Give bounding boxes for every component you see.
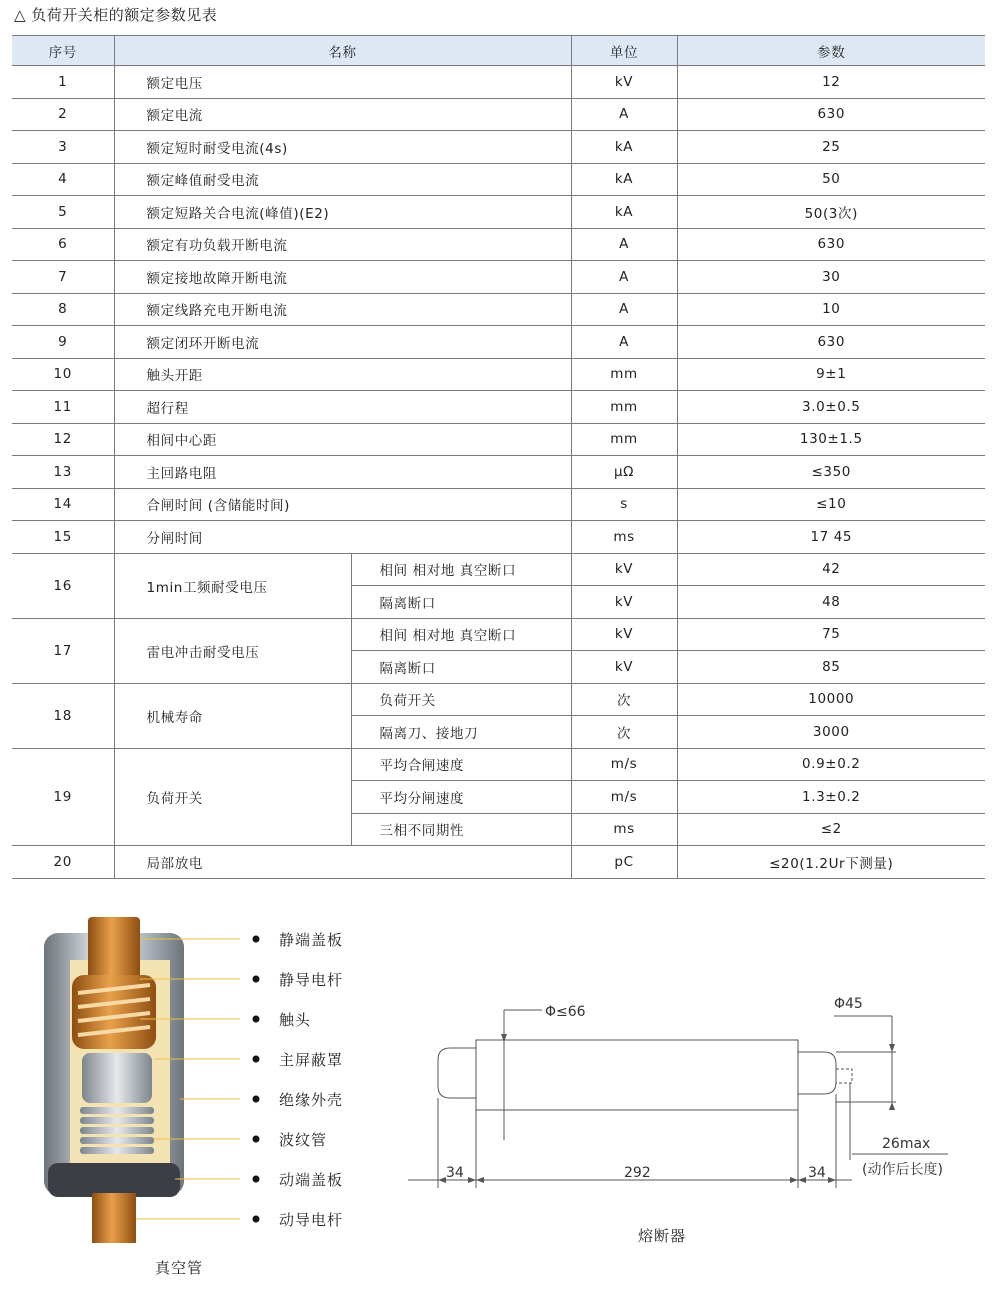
dim-body-diameter: Φ≤66 [545, 1004, 586, 1020]
row-subname: 隔离断口 [351, 651, 571, 684]
row-unit: kA [571, 196, 677, 229]
header-no: 序号 [12, 36, 114, 66]
row-name: 局部放电 [114, 846, 571, 879]
row-value: 30 [677, 261, 985, 294]
table-row [12, 488, 985, 521]
table-header-row [12, 36, 985, 66]
row-no: 17 [12, 618, 114, 683]
row-value: 1.3±0.2 [677, 781, 985, 814]
header-name: 名称 [114, 36, 571, 66]
row-name: 分闸时间 [114, 521, 571, 554]
part-label: 波纹管 [279, 1131, 328, 1149]
row-name: 额定电压 [114, 66, 571, 99]
row-value: 9±1 [677, 358, 985, 391]
row-value: ≤2 [677, 813, 985, 846]
table-row [12, 456, 985, 489]
table-row [12, 261, 985, 294]
row-value: 3000 [677, 716, 985, 749]
dim-cap-diameter: Φ45 [834, 996, 863, 1012]
row-unit: kV [571, 586, 677, 619]
table-row [12, 521, 985, 554]
row-value: 48 [677, 586, 985, 619]
table-row [12, 228, 985, 261]
fuse-caption: 熔断器 [638, 1227, 687, 1245]
row-subname: 隔离刀、接地刀 [351, 716, 571, 749]
row-value: ≤350 [677, 456, 985, 489]
row-no: 14 [12, 488, 114, 521]
part-label: 主屏蔽罩 [279, 1051, 344, 1069]
row-unit: mm [571, 391, 677, 424]
row-no: 5 [12, 196, 114, 229]
row-no: 4 [12, 163, 114, 196]
row-unit: kA [571, 131, 677, 164]
row-value: ≤20(1.2Ur下测量) [677, 846, 985, 879]
row-no: 20 [12, 846, 114, 879]
vacuum-tube-illustration [30, 915, 260, 1245]
row-value: 12 [677, 66, 985, 99]
row-unit: mm [571, 358, 677, 391]
table-row [12, 326, 985, 359]
row-name: 机械寿命 [114, 683, 351, 748]
row-name: 合闸时间 (含储能时间) [114, 488, 571, 521]
table-row [12, 66, 985, 99]
row-no: 6 [12, 228, 114, 261]
row-value: 42 [677, 553, 985, 586]
part-label: 动端盖板 [279, 1171, 344, 1189]
row-no: 7 [12, 261, 114, 294]
row-name: 额定短时耐受电流(4s) [114, 131, 571, 164]
row-subname: 负荷开关 [351, 683, 571, 716]
row-no: 13 [12, 456, 114, 489]
row-unit: kV [571, 618, 677, 651]
row-value: 50(3次) [677, 196, 985, 229]
table-caption: △ 负荷开关柜的额定参数见表 [14, 6, 218, 24]
row-no: 12 [12, 423, 114, 456]
row-name: 额定有功负载开断电流 [114, 228, 571, 261]
row-name: 额定电流 [114, 98, 571, 131]
row-no: 2 [12, 98, 114, 131]
dim-right-cap: 34 [808, 1165, 826, 1181]
row-unit: kV [571, 651, 677, 684]
row-no: 1 [12, 66, 114, 99]
row-unit: kA [571, 163, 677, 196]
row-no: 16 [12, 553, 114, 618]
row-subname: 平均合闸速度 [351, 748, 571, 781]
row-no: 18 [12, 683, 114, 748]
table-row [12, 553, 985, 586]
row-value: 85 [677, 651, 985, 684]
table-row [12, 391, 985, 424]
row-unit: kV [571, 66, 677, 99]
table-row [12, 98, 985, 131]
table-row [12, 293, 985, 326]
row-no: 11 [12, 391, 114, 424]
part-label: 绝缘外壳 [279, 1091, 344, 1109]
row-value: 3.0±0.5 [677, 391, 985, 424]
row-no: 9 [12, 326, 114, 359]
row-unit: mm [571, 423, 677, 456]
row-unit: A [571, 326, 677, 359]
row-subname: 相间 相对地 真空断口 [351, 553, 571, 586]
part-label: 触头 [279, 1011, 312, 1029]
row-value: 25 [677, 131, 985, 164]
row-unit: ms [571, 521, 677, 554]
row-value: 50 [677, 163, 985, 196]
row-unit: pC [571, 846, 677, 879]
row-value: 630 [677, 98, 985, 131]
part-label: 静导电杆 [279, 971, 344, 989]
row-unit: μΩ [571, 456, 677, 489]
table-row [12, 423, 985, 456]
row-unit: m/s [571, 781, 677, 814]
row-subname: 三相不同期性 [351, 813, 571, 846]
dim-stroke: 26max [882, 1136, 931, 1152]
row-unit: 次 [571, 683, 677, 716]
row-name: 额定线路充电开断电流 [114, 293, 571, 326]
header-value: 参数 [677, 36, 985, 66]
row-value: 0.9±0.2 [677, 748, 985, 781]
vacuum-tube-caption: 真空管 [155, 1259, 204, 1277]
row-unit: A [571, 293, 677, 326]
row-name: 额定短路关合电流(峰值)(E2) [114, 196, 571, 229]
table-row [12, 846, 985, 879]
row-value: 17 45 [677, 521, 985, 554]
dim-left-cap: 34 [446, 1165, 464, 1181]
table-row [12, 683, 985, 716]
row-subname: 隔离断口 [351, 586, 571, 619]
row-name: 1min工频耐受电压 [114, 553, 351, 618]
row-name: 额定闭环开断电流 [114, 326, 571, 359]
row-no: 8 [12, 293, 114, 326]
row-unit: m/s [571, 748, 677, 781]
row-value: 630 [677, 326, 985, 359]
table-row [12, 163, 985, 196]
part-label: 静端盖板 [279, 931, 344, 949]
row-unit: kV [571, 553, 677, 586]
row-subname: 相间 相对地 真空断口 [351, 618, 571, 651]
row-no: 3 [12, 131, 114, 164]
header-unit: 单位 [571, 36, 677, 66]
row-name: 负荷开关 [114, 748, 351, 846]
dim-body-length: 292 [624, 1165, 651, 1181]
row-no: 10 [12, 358, 114, 391]
dim-stroke-note: (动作后长度) [862, 1162, 943, 1178]
table-row [12, 358, 985, 391]
row-value: 75 [677, 618, 985, 651]
row-value: 10 [677, 293, 985, 326]
row-value: ≤10 [677, 488, 985, 521]
row-no: 19 [12, 748, 114, 846]
row-name: 额定接地故障开断电流 [114, 261, 571, 294]
fuse-drawing [400, 990, 990, 1195]
row-value: 130±1.5 [677, 423, 985, 456]
table-row [12, 618, 985, 651]
row-no: 15 [12, 521, 114, 554]
row-value: 10000 [677, 683, 985, 716]
row-unit: A [571, 98, 677, 131]
rated-parameters-table [12, 35, 985, 879]
row-unit: 次 [571, 716, 677, 749]
row-name: 相间中心距 [114, 423, 571, 456]
row-unit: ms [571, 813, 677, 846]
row-name: 雷电冲击耐受电压 [114, 618, 351, 683]
table-row [12, 748, 985, 781]
row-value: 630 [677, 228, 985, 261]
row-unit: s [571, 488, 677, 521]
row-name: 额定峰值耐受电流 [114, 163, 571, 196]
part-label: 动导电杆 [279, 1211, 344, 1229]
table-row [12, 196, 985, 229]
row-unit: A [571, 228, 677, 261]
row-name: 触头开距 [114, 358, 571, 391]
table-row [12, 131, 985, 164]
row-name: 超行程 [114, 391, 571, 424]
row-subname: 平均分闸速度 [351, 781, 571, 814]
row-unit: A [571, 261, 677, 294]
row-name: 主回路电阻 [114, 456, 571, 489]
